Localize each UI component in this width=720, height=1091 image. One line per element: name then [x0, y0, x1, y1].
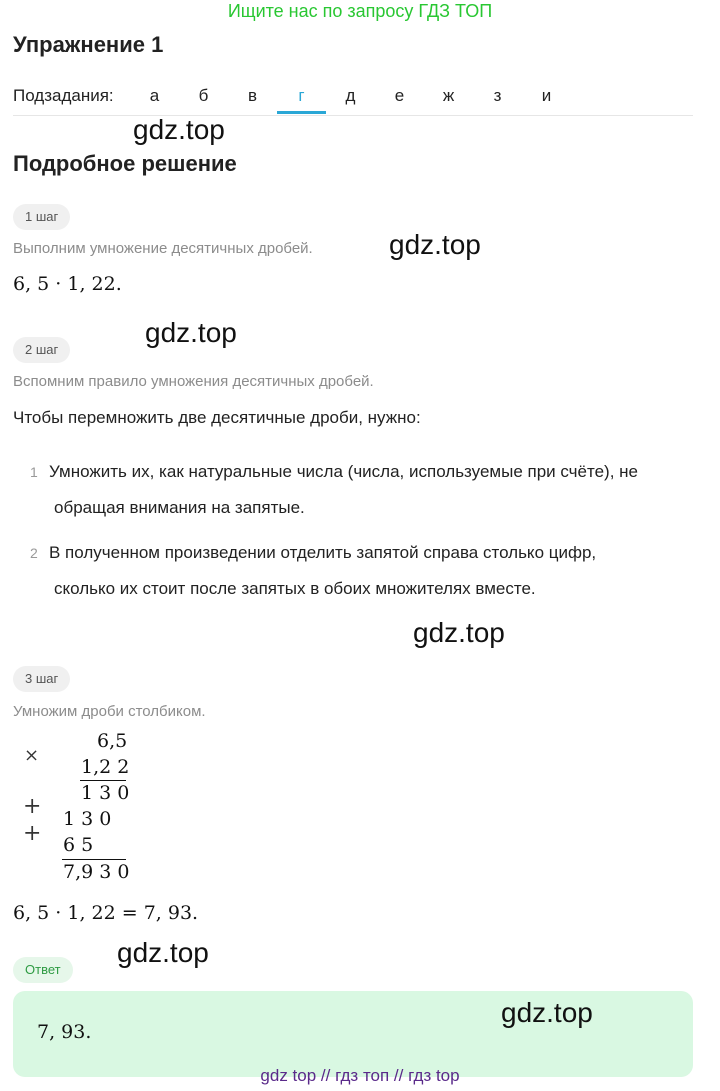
- column-line: [80, 780, 126, 781]
- list-number: 1: [30, 464, 38, 480]
- plus-sign: +: [23, 794, 42, 819]
- subtask-tab-a[interactable]: а: [149, 86, 160, 105]
- column-multiplier: 1,2 2: [81, 756, 130, 778]
- list-item: [49, 454, 699, 526]
- subtasks-label: Подзадания:: [13, 86, 114, 105]
- step-hint: Выполним умножение десятичных дробей.: [13, 240, 313, 257]
- footer-links: gdz top // гдз топ // гдз top: [260, 1066, 460, 1085]
- step-text: Чтобы перемножить две десятичные дроби, нужно:: [13, 408, 421, 427]
- watermark: gdz.top: [413, 617, 505, 648]
- column-multiplicand: 6,5: [97, 730, 128, 752]
- subtask-tab-g[interactable]: г: [277, 80, 326, 114]
- list-item-line: В полученном произведении отделить запятой справа столько цифр,: [49, 543, 597, 562]
- list-item-line: обращая внимания на запятые.: [54, 498, 305, 517]
- subtask-tab-i[interactable]: и: [541, 86, 552, 105]
- subtask-tab-e[interactable]: е: [394, 86, 405, 105]
- math-expression: 6, 5 · 1, 22 = 7, 93.: [13, 902, 199, 924]
- list-item-line: Умножить их, как натуральные числа (числа, используемые при счёте), не: [49, 462, 638, 481]
- answer-badge: Ответ: [13, 957, 73, 983]
- list-item-line: сколько их стоит после запятых в обоих множителях вместе.: [54, 579, 536, 598]
- subtask-tabs: [130, 80, 571, 114]
- subtask-tab-d[interactable]: д: [345, 86, 356, 105]
- answer-value: 7, 93.: [37, 1021, 92, 1043]
- step-badge: 2 шаг: [13, 337, 70, 363]
- list-item: [49, 535, 699, 607]
- promo-banner: Ищите нас по запросу ГДЗ ТОП: [227, 1, 493, 21]
- multiply-sign: ×: [24, 745, 40, 766]
- column-result: 7,9 3 0: [63, 861, 130, 883]
- watermark: gdz.top: [117, 937, 209, 968]
- watermark: gdz.top: [389, 229, 481, 260]
- subtask-tab-zh[interactable]: ж: [442, 86, 455, 105]
- watermark: gdz.top: [145, 317, 237, 348]
- plus-sign: +: [23, 821, 42, 846]
- subtask-tab-v[interactable]: в: [247, 86, 258, 105]
- subtask-tab-z[interactable]: з: [493, 86, 502, 105]
- column-line: [62, 859, 126, 860]
- exercise-title: Упражнение 1: [13, 32, 164, 57]
- watermark: gdz.top: [501, 997, 593, 1028]
- watermark: gdz.top: [133, 114, 225, 145]
- column-partial: 1 3 0: [81, 782, 130, 804]
- step-hint: Умножим дроби столбиком.: [13, 703, 206, 720]
- solution-title: Подробное решение: [13, 151, 237, 176]
- step-badge: 3 шаг: [13, 666, 70, 692]
- column-partial: 6 5: [63, 834, 94, 856]
- subtask-tab-b[interactable]: б: [198, 86, 209, 105]
- step-hint: Вспомним правило умножения десятичных дробей.: [13, 373, 374, 390]
- step-badge: 1 шаг: [13, 204, 70, 230]
- math-expression: 6, 5 · 1, 22.: [13, 273, 122, 295]
- column-partial: 1 3 0: [63, 808, 112, 830]
- list-number: 2: [30, 545, 38, 561]
- tabs-divider: [13, 115, 693, 116]
